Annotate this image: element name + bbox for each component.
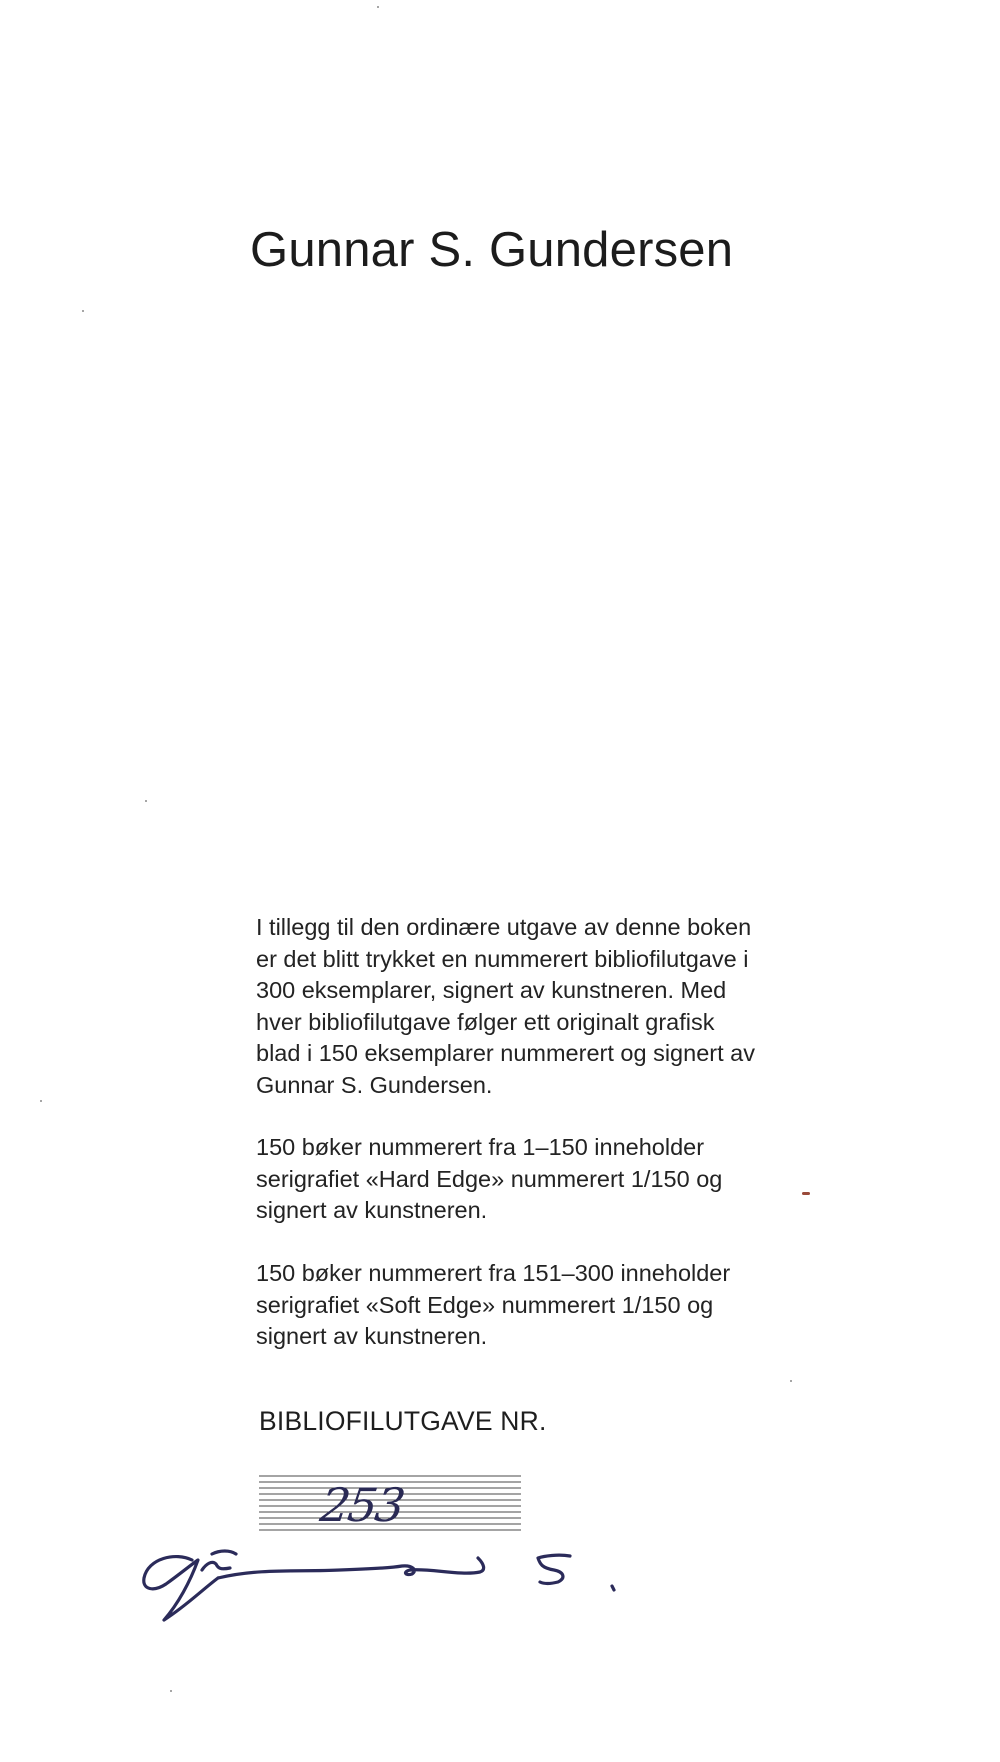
dust-speck [40, 1100, 42, 1102]
paragraph-soft-edge: 150 bøker nummerert fra 151–300 inneholder serigrafiet «Soft Edge» nummerert 1/150 og signert av kunstneren. [256, 1260, 731, 1349]
edition-number-field [259, 1474, 521, 1534]
paragraph-hard-edge: 150 bøker nummerert fra 1–150 inneholder serigrafiet «Hard Edge» nummerert 1/150 og signert av kunstneren. [256, 1134, 723, 1223]
edition-number: 253 [317, 1478, 407, 1532]
dust-speck [790, 1380, 792, 1382]
dust-speck [145, 800, 147, 802]
author-name: Gunnar S. Gundersen [250, 223, 734, 277]
dust-speck [377, 6, 379, 8]
paragraph-edition-info: I tillegg til den ordinære utgave av denne boken er det blitt trykket en nummerert bibliofilutgave i 300 eksemplarer, signert av kunstneren. Med hver bibliofilutgave følger ett originalt grafisk blad i 150 eksemplarer nummerert og signert av Gunnar S. Gundersen. [256, 914, 755, 1098]
handwritten-signature [140, 1538, 660, 1668]
edition-label: BIBLIOFILUTGAVE NR. [259, 1406, 547, 1436]
dust-speck [82, 310, 84, 312]
dust-speck [170, 1690, 172, 1692]
dust-speck [802, 1192, 810, 1195]
